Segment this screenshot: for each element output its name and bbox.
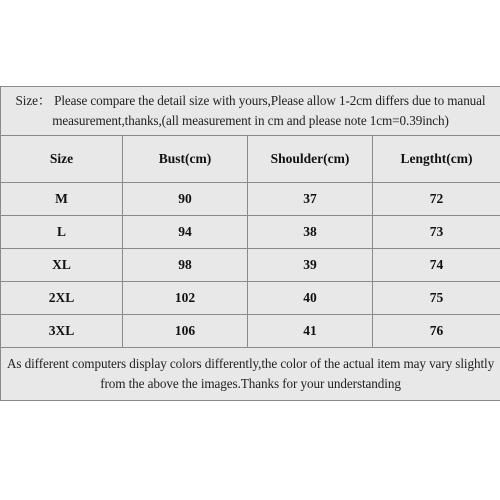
- size-cell: XL: [1, 249, 123, 282]
- length-cell: 72: [373, 183, 500, 216]
- intro-note-row: [1, 87, 500, 136]
- size-cell: 2XL: [1, 282, 123, 315]
- footer-note: As different computers display colors differently,the color of the actual item may vary slightly from the above the images.Thanks for your understanding: [1, 348, 500, 401]
- size-cell: L: [1, 216, 123, 249]
- size-chart-table: [0, 86, 500, 401]
- table-row: [1, 183, 500, 216]
- bust-cell: 90: [123, 183, 248, 216]
- length-cell: 73: [373, 216, 500, 249]
- length-cell: 76: [373, 315, 500, 348]
- header-shoulder: Shoulder(cm): [248, 136, 373, 183]
- table-row: [1, 249, 500, 282]
- footer-note-row: [1, 348, 500, 401]
- header-row: [1, 136, 500, 183]
- bust-cell: 102: [123, 282, 248, 315]
- header-size: Size: [1, 136, 123, 183]
- shoulder-cell: 39: [248, 249, 373, 282]
- length-cell: 75: [373, 282, 500, 315]
- table-row: [1, 315, 500, 348]
- bust-cell: 106: [123, 315, 248, 348]
- length-cell: 74: [373, 249, 500, 282]
- intro-note: Size： Please compare the detail size with yours,Please allow 1-2cm differs due to manual measurement,thanks,(all measurement in cm and please note 1cm=0.39inch): [1, 87, 500, 136]
- shoulder-cell: 38: [248, 216, 373, 249]
- table-row: [1, 282, 500, 315]
- table-row: [1, 216, 500, 249]
- header-length: Lengtht(cm): [373, 136, 500, 183]
- bust-cell: 98: [123, 249, 248, 282]
- bust-cell: 94: [123, 216, 248, 249]
- shoulder-cell: 40: [248, 282, 373, 315]
- size-cell: M: [1, 183, 123, 216]
- shoulder-cell: 37: [248, 183, 373, 216]
- header-bust: Bust(cm): [123, 136, 248, 183]
- shoulder-cell: 41: [248, 315, 373, 348]
- size-cell: 3XL: [1, 315, 123, 348]
